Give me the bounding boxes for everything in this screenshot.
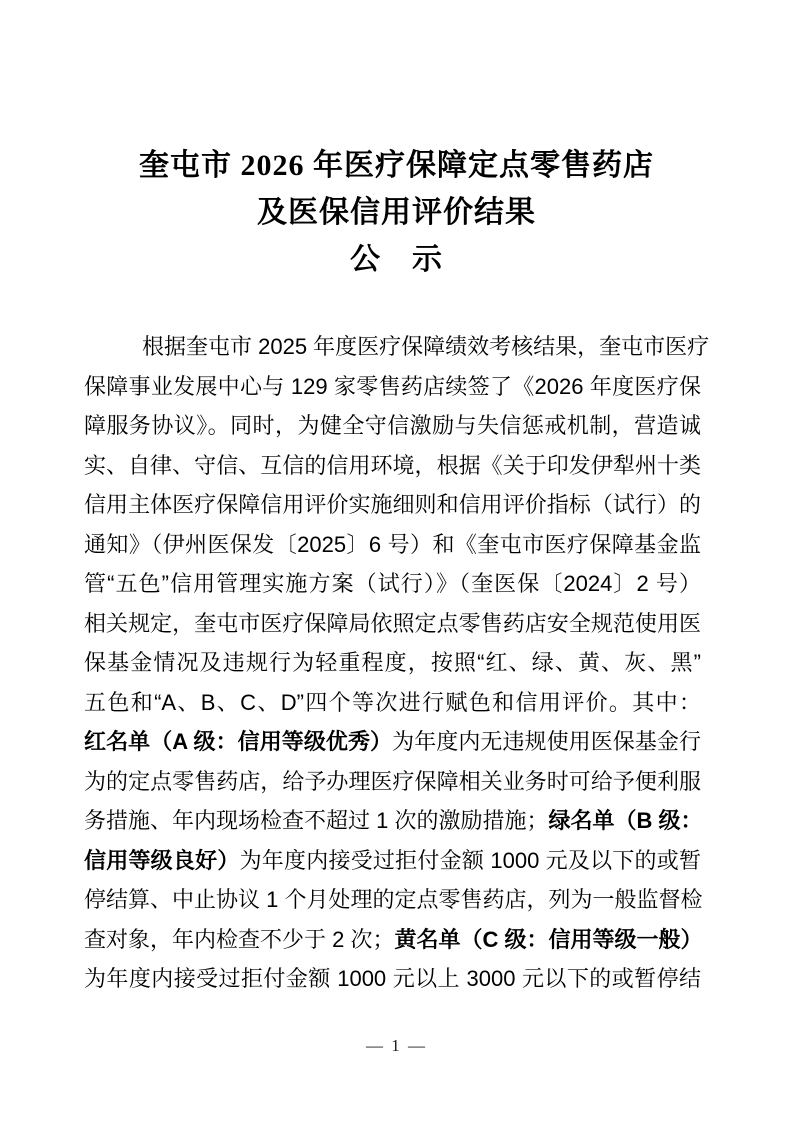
body-line: [84, 525, 701, 565]
body-text-bold: 绿名单（B 级：: [548, 808, 703, 833]
body-line: [84, 604, 701, 644]
body-text: 信用主体医疗保障信用评价实施细则和信用评价指标（试行）的: [84, 492, 701, 517]
body-line: [84, 643, 701, 683]
title-line-3: 公 示: [350, 243, 443, 276]
body-line: [84, 959, 701, 999]
body-text: 五色和“A、B、C、D”四个等次进行赋色和信用评价。其中：: [84, 689, 701, 715]
body-text: 停结算、中止协议 1 个月处理的定点零售药店，列为一般监督检: [84, 887, 703, 912]
body-text: 为年度内无违规使用医保基金行: [392, 729, 701, 754]
body-text: 保障事业发展中心与 129 家零售药店续签了《2026 年度医疗保: [84, 373, 701, 399]
body-line: [84, 367, 701, 407]
body-text: 查对象，年内检查不少于 2 次；: [84, 926, 395, 952]
body-line: [84, 762, 701, 802]
body-text: 根据奎屯市 2025 年度医疗保障绩效考核结果，奎屯市医疗: [142, 334, 710, 359]
body-text: 保基金情况及违规行为轻重程度，按照“红、绿、黄、灰、黑”: [84, 650, 701, 675]
body-line: [84, 683, 701, 723]
body-line: [84, 485, 701, 525]
body-text: 障服务协议》。同时，为健全守信激励与失信惩戒机制，营造诚: [84, 413, 701, 438]
body-line: [84, 880, 701, 920]
body-line: [84, 446, 701, 486]
body-text: 务措施、年内现场检查不超过 1 次的激励措施；: [84, 808, 549, 833]
body-text: 通知》（伊州医保发〔2025〕6 号）和《奎屯市医疗保障基金监: [84, 531, 701, 557]
body-text: 相关规定，奎屯市医疗保障局依照定点零售药店安全规范使用医: [84, 610, 701, 636]
body-line: [84, 920, 701, 960]
body-line: [84, 327, 710, 367]
body-line: [84, 406, 701, 446]
body-text-bold: 信用等级良好）: [84, 847, 240, 873]
body-line: [84, 801, 701, 841]
body-text-bold: 黄名单（C 级：信用等级一般）: [394, 926, 703, 952]
document-title: [0, 142, 793, 283]
body-line: [84, 722, 701, 762]
title-line-2: 及医保信用评价结果: [257, 196, 536, 229]
page-number: — 1 —: [366, 1036, 427, 1055]
body-text-bold: 红名单（A 级：信用等级优秀）: [84, 729, 393, 754]
title-line-1: 奎屯市 2026 年医疗保障定点零售药店: [139, 149, 654, 182]
body-text: 为年度内接受过拒付金额 1000 元及以下的或暂: [239, 847, 701, 873]
body-text: 管“五色”信用管理实施方案（试行）》（奎医保〔2024〕2 号）: [84, 571, 701, 596]
document-body: [84, 327, 710, 999]
body-line: [84, 564, 701, 604]
body-text: 为的定点零售药店，给予办理医疗保障相关业务时可给予便利服: [84, 768, 701, 794]
body-line: [84, 841, 701, 881]
body-text: 实、自律、守信、互信的信用环境，根据《关于印发伊犁州十类: [84, 452, 701, 478]
body-text: 为年度内接受过拒付金额 1000 元以上 3000 元以下的或暂停结: [84, 966, 701, 991]
